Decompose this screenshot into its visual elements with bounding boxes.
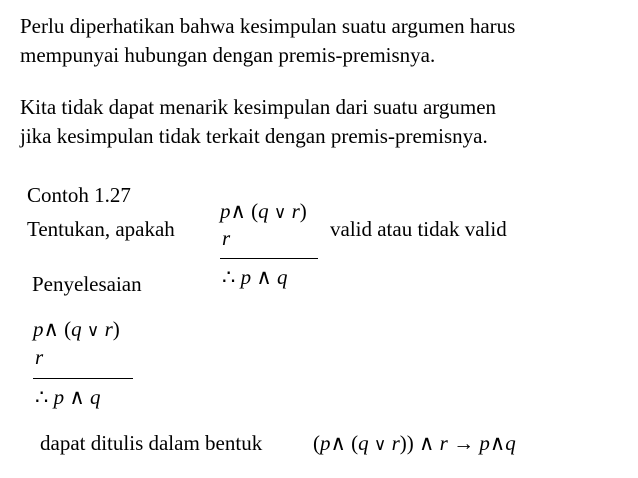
example-conclusion-and: ∧ <box>256 265 272 289</box>
solution-conclusion-p: p <box>53 385 65 409</box>
solution-conclusion <box>35 384 101 410</box>
intro-paragraph-2 <box>20 93 630 151</box>
intro-paragraph-2-line-1: Kita tidak dapat menarik kesimpulan dari suatu argumen <box>20 95 497 119</box>
formula-r: r <box>391 431 400 455</box>
solution-form-text: dapat ditulis dalam bentuk <box>40 431 263 455</box>
formula-and-2: ∧ <box>419 431 435 455</box>
solution-formula <box>313 430 516 458</box>
intro-paragraph-2-line-2: jika kesimpulan tidak terkait dengan premis-premisnya. <box>20 124 488 148</box>
example-premise-1-close: ) <box>299 199 307 223</box>
solution-conclusion-and: ∧ <box>69 385 85 409</box>
intro-paragraph-1 <box>20 12 630 70</box>
solution-premise-1-close: ) <box>112 317 120 341</box>
example-conclusion-q: q <box>277 265 288 289</box>
example-premise-2: r <box>222 226 231 250</box>
formula-p: p <box>320 431 331 455</box>
formula-p-2: p <box>479 431 490 455</box>
formula-implies-arrow: → <box>453 431 475 455</box>
solution-premise-1-or: ∨ <box>86 321 100 341</box>
formula-q-2: q <box>505 431 516 455</box>
example-premise-1 <box>220 198 307 226</box>
example-premise-1-and: ∧ ( <box>230 199 259 223</box>
solution-premise-1-p: p <box>33 317 44 341</box>
formula-or: ∨ <box>373 435 387 455</box>
solution-premise-1-and: ∧ ( <box>43 317 72 341</box>
solution-premise-2: r <box>35 345 44 369</box>
solution-premise-1-q: q <box>71 317 82 341</box>
example-conclusion-p: p <box>240 265 252 289</box>
example-inference-line <box>220 258 318 259</box>
solution-conclusion-q: q <box>90 385 101 409</box>
example-conclusion <box>222 264 288 290</box>
solution-inference-line <box>33 378 133 379</box>
solution-premise-1-r: r <box>104 317 113 341</box>
example-therefore-symbol: ∴ <box>222 265 236 289</box>
example-verdict: valid atau tidak valid <box>330 217 507 241</box>
formula-open-paren: ( <box>313 431 320 455</box>
solution-premise-1 <box>33 316 120 344</box>
example-title: Contoh 1.27 <box>27 183 131 207</box>
formula-and-3: ∧ <box>489 431 506 455</box>
example-premise-1-p: p <box>220 199 231 223</box>
intro-paragraph-1-line-1: Perlu diperhatikan bahwa kesimpulan suatu argumen harus <box>20 14 516 38</box>
formula-and-1: ∧ ( <box>330 431 359 455</box>
formula-close-paren: )) <box>399 431 414 455</box>
example-question: Tentukan, apakah <box>27 217 175 241</box>
intro-paragraph-1-line-2: mempunyai hubungan dengan premis-premisnya. <box>20 43 436 67</box>
example-premise-1-r: r <box>291 199 300 223</box>
formula-q: q <box>358 431 369 455</box>
example-premise-1-q: q <box>258 199 269 223</box>
formula-r-2: r <box>439 431 448 455</box>
example-premise-1-or: ∨ <box>273 203 287 223</box>
solution-therefore-symbol: ∴ <box>35 385 49 409</box>
solution-heading: Penyelesaian <box>32 272 142 296</box>
